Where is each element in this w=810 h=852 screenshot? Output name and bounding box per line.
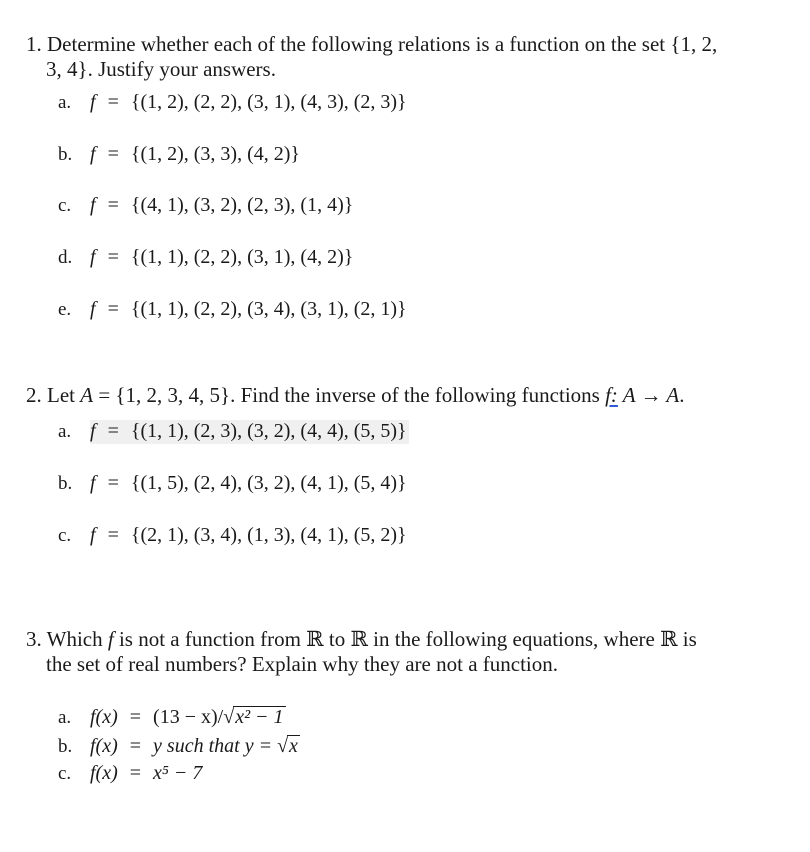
q1-item-d: d. f = {(1, 1), (2, 2), (3, 1), (4, 2)} bbox=[58, 246, 354, 268]
q1-item-b: b. f = {(1, 2), (3, 3), (4, 2)} bbox=[58, 143, 301, 165]
question-text-continued: 3, 4}. Justify your answers. bbox=[46, 57, 276, 81]
sqrt-radicand: x² − 1 bbox=[235, 706, 284, 728]
q3-item-b: b. f(x) = y such that y = √x bbox=[58, 735, 298, 757]
q3-item-c: c. f(x) = x⁵ − 7 bbox=[58, 762, 203, 784]
question-number: 3. bbox=[26, 627, 42, 651]
function-notation-link[interactable]: f: bbox=[605, 383, 618, 407]
question-text: Determine whether each of the following relations is a function on the set {1, 2, bbox=[47, 32, 718, 56]
q2-item-b: b. f = {(1, 5), (2, 4), (3, 2), (4, 1), (5, 4)} bbox=[58, 472, 407, 494]
question-3-prompt: 3. Which f is not a function from ℝ to ℝ in the following equations, where ℝ is the set of real numbers? Explain why they are not a function. bbox=[26, 627, 796, 677]
q2-item-c: c. f = {(2, 1), (3, 4), (1, 3), (4, 1), (5, 2)} bbox=[58, 524, 407, 546]
question-1-prompt bbox=[26, 32, 796, 82]
q1-item-c: c. f = {(4, 1), (3, 2), (2, 3), (1, 4)} bbox=[58, 194, 354, 216]
q1-item-a: a. f = {(1, 2), (2, 2), (3, 1), (4, 3), (2, 3)} bbox=[58, 91, 407, 113]
question-number: 1. bbox=[26, 32, 42, 56]
sqrt-radicand: x bbox=[289, 735, 298, 757]
q2-item-a: a. f = {(1, 1), (2, 3), (3, 2), (4, 4), (5, 5)} bbox=[58, 420, 407, 442]
q3-item-a: a. f(x) = (13 − x)/√x² − 1 bbox=[58, 706, 284, 728]
question-number: 2. bbox=[26, 383, 42, 407]
question-2-prompt: 2. Let A = {1, 2, 3, 4, 5}. Find the inverse of the following functions f: A → A. bbox=[26, 383, 685, 407]
q1-item-e: e. f = {(1, 1), (2, 2), (3, 4), (3, 1), (2, 1)} bbox=[58, 298, 407, 320]
question-text-continued: the set of real numbers? Explain why they are not a function. bbox=[46, 652, 558, 676]
